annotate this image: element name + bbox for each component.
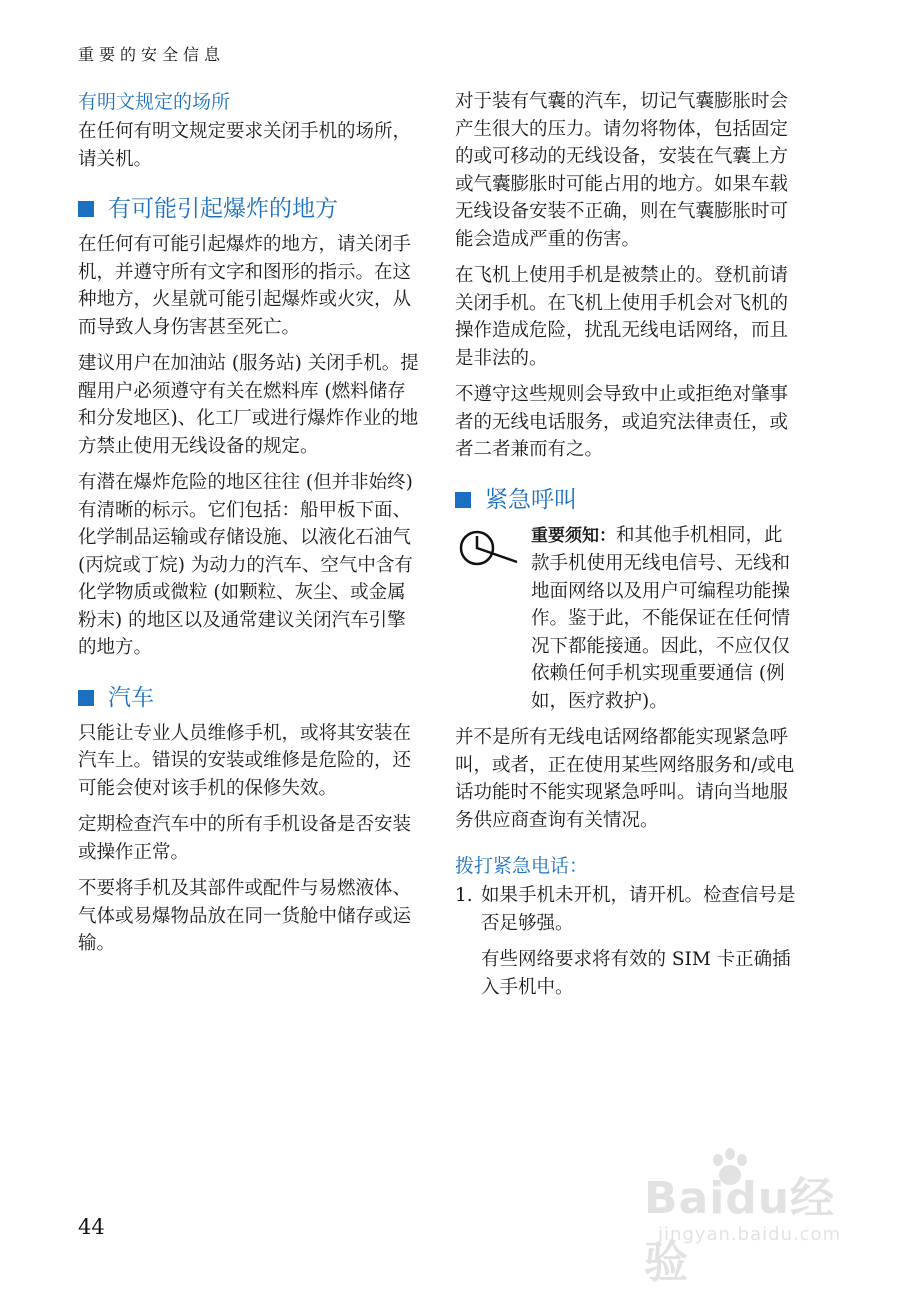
step-number: 1. [455,885,473,906]
step-text: 如果手机未开机，请开机。检查信号是否足够强。 [481,885,796,934]
note-text: 和其他手机相同，此款手机使用无线电信号、无线和地面网络以及用户可编程功能操作。鉴于此，不能保证在任何情况下都能接通。因此，不应仅仅依赖任何手机实现重要通信 (例如，医疗救护)。 [531,524,791,712]
step-subtext: 有些网络要求将有效的 SIM 卡正确插入手机中。 [481,949,791,998]
running-header: 重要的安全信息 [78,45,226,64]
list-item [455,882,800,1010]
paragraph: 建议用户在加油站 (服务站) 关闭手机。提醒用户必须遵守有关在燃料库 (燃料储存和分发地区)、化工厂或进行爆炸作业的地方禁止使用无线设备的规定。 [78,353,419,457]
paragraph: 只能让专业人员维修手机，或将其安装在汽车上。错误的安装或维修是危险的，还可能会使对该手机的保修失效。 [78,722,412,799]
paragraph: 对于装有气囊的汽车，切记气囊膨胀时会产生很大的压力。请勿将物体，包括固定的或可移动的无线设备，安装在气囊上方或气囊膨胀时可能占用的地方。如果车载无线设备安装不正确，则在气囊膨胀时可能会造成严重的伤害。 [455,91,789,250]
explosive-areas-section-heading [78,193,420,225]
important-note-icon [457,528,519,568]
section-title: 紧急呼叫 [485,486,577,513]
paragraph: 在飞机上使用手机是被禁止的。登机前请关闭手机。在飞机上使用手机会对飞机的操作造成危险，扰乱无线电话网络，而且是非法的。 [455,265,789,369]
important-note [455,522,800,716]
watermark-brand: Baidu经验 [644,1173,836,1288]
section-title: 有可能引起爆炸的地方 [108,196,338,222]
vehicles-section-heading [78,682,420,714]
section-title: 汽车 [108,684,154,711]
paragraph: 在任何有可能引起爆炸的地方，请关闭手机，并遵守所有文字和图形的指示。在这种地方，火星就可能引起爆炸或火灾，从而导致人身伤害甚至死亡。 [78,234,412,338]
paragraph: 不要将手机及其部件或配件与易燃液体、气体或易爆物品放在同一货舱中储存或运输。 [78,878,412,954]
section-square-icon [455,492,471,508]
section-square-icon [78,690,94,706]
paragraph: 并不是所有无线电话网络都能实现紧急呼叫，或者，正在使用某些网络服务和/或电话功能时不能实现紧急呼叫。请向当地服务供应商查询有关情况。 [455,727,795,831]
paragraph: 定期检查汽车中的所有手机设备是否安装或操作正常。 [78,814,412,863]
watermark-url: jingyan.baidu.com [658,1224,842,1245]
right-column [455,88,800,1010]
baidu-watermark [636,1148,866,1288]
paragraph: 不遵守这些规则会导致中止或拒绝对肇事者的无线电话服务，或追究法律责任，或者二者兼而有之。 [455,384,789,460]
emergency-call-subheading: 拨打紧急电话： [455,855,589,877]
left-column [78,88,420,967]
designated-areas-text: 在任何有明文规定要求关闭手机的场所，请关机。 [78,121,412,170]
paragraph: 有潜在爆炸危险的地区往往 (但并非始终) 有清晰的标示。它们包括：船甲板下面、化学制品运输或存储设施、以液化石油气 (丙烷或丁烷) 为动力的汽车、空气中含有化学物质或微粒 (如颗粒、灰尘、或金属粉末) 的地区以及通常建议关闭汽车引擎的地方。 [78,472,413,658]
page-number: 44 [78,1215,105,1239]
section-square-icon [78,201,94,217]
designated-areas-heading: 有明文规定的场所 [78,91,231,113]
note-label: 重要须知： [531,525,616,546]
emergency-section-heading [455,484,800,516]
